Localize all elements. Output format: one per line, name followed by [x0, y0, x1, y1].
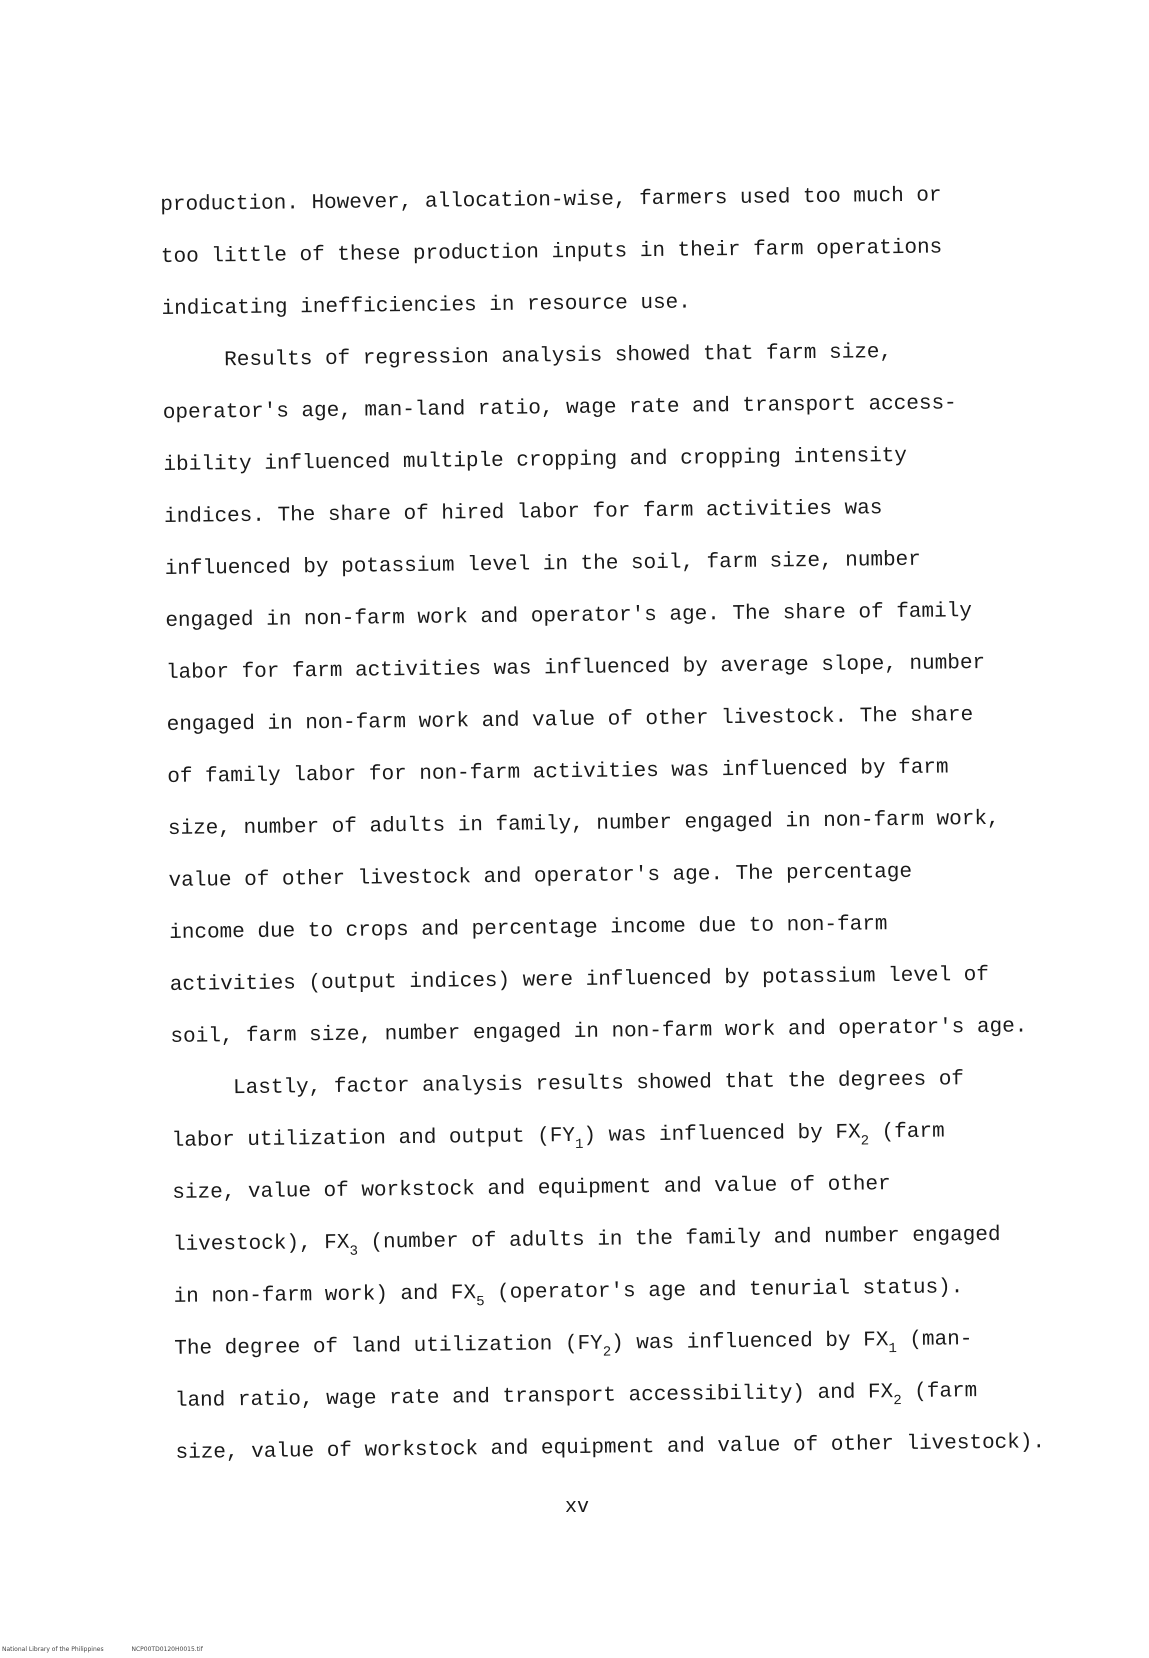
text-line: labor for farm activities was influenced by average slope, number: [165, 651, 986, 685]
text-line: land ratio, wage rate and transport accessibility) and $FX_2$ (farm: [174, 1380, 978, 1413]
summary-text: [160, 169, 1076, 1480]
text-line: indicating inefficiencies in resource use.: [161, 291, 691, 321]
text-line: too little of these production inputs in their farm operations: [160, 236, 943, 269]
page-number: xv: [565, 1496, 590, 1519]
text-line: engaged in non-farm work and value of other livestock. The share: [166, 704, 974, 737]
text-line: size, value of workstock and equipment and value of other: [172, 1173, 891, 1205]
text-line: production. However, allocation-wise, farmers used too much or: [160, 184, 942, 217]
footer-filename: NCP00TD0120H0015.tif: [131, 1646, 203, 1653]
text-line: Lastly, factor analysis results showed that the degrees of: [232, 1068, 965, 1101]
text-line: Results of regression analysis showed that farm size,: [224, 341, 893, 373]
text-line: operator's age, man-land ratio, wage rate and transport access-: [162, 392, 957, 425]
text-line: value of other livestock and operator's age. The percentage: [168, 860, 913, 893]
text-line: engaged in non-farm work and operator's age. The share of family: [165, 600, 973, 633]
text-line: in non-farm work) and $FX_5$ (operator's age and tenurial status).: [173, 1276, 964, 1311]
text-line: indices. The share of hired labor for farm activities was: [163, 497, 883, 529]
text-line: livestock), $FX_3$ (number of adults in the family and number engaged: [172, 1223, 1001, 1260]
text-line: influenced by potassium level in the soil, farm size, number: [164, 548, 921, 581]
text-line: income due to crops and percentage income due to non-farm: [169, 913, 888, 945]
text-line: size, number of adults in family, number engaged in non-farm work,: [167, 807, 1000, 841]
footer-library: National Library of the Philippines: [2, 1646, 104, 1653]
scan-footer: [2, 1646, 229, 1653]
text-line: ibility influenced multiple cropping and cropping intensity: [163, 444, 908, 477]
text-line: The degree of land utilization $(FY_2)$ was influenced by $FX_1$ (man-: [174, 1328, 973, 1361]
text-line: size, value of workstock and equipment and value of other livestock).: [175, 1431, 1046, 1465]
text-line: of family labor for non-farm activities was influenced by farm: [167, 756, 949, 789]
text-line: labor utilization and output $(FY_1)$ was influenced by $FX_2$ (farm: [171, 1120, 945, 1154]
text-line: soil, farm size, number engaged in non-farm work and operator's age.: [170, 1015, 1028, 1049]
text-line: activities (output indices) were influenced by potassium level of: [169, 963, 990, 997]
